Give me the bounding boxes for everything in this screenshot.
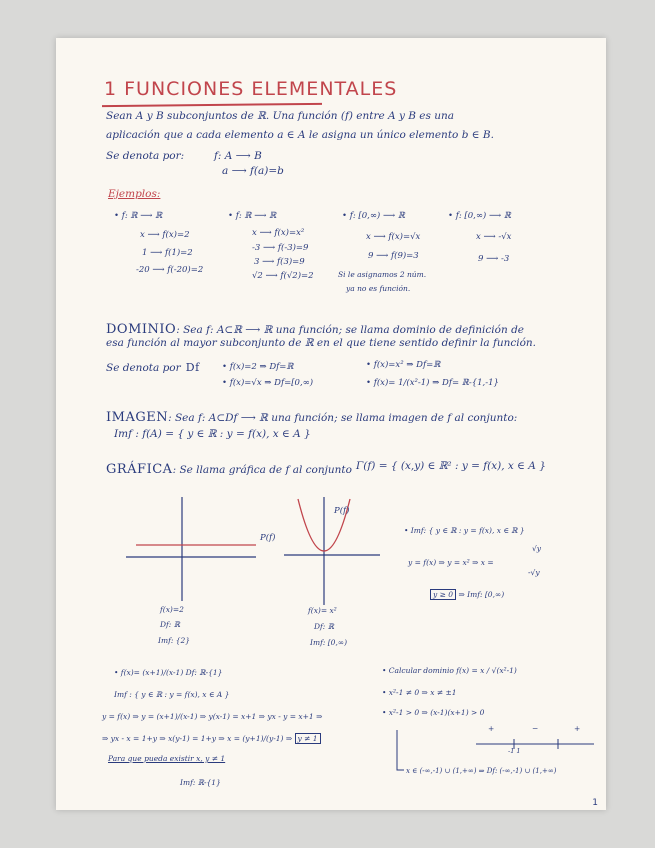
example-condition: Para que pueda existir x, y ≠ 1 (108, 754, 226, 763)
graph2-caption-3: Imf: [0,∞) (310, 638, 348, 647)
result-arrow (394, 728, 406, 778)
graph1-label: P(f) (260, 533, 276, 543)
ex1-line-1: • f: ℝ ⟶ ℝ (114, 211, 163, 221)
intro-line-3: Se denota por: (106, 150, 185, 162)
sign-middle: − (532, 724, 539, 733)
ex3-note-2: ya no es función. (346, 284, 411, 293)
grafica-line-1 (106, 458, 352, 477)
sign-right: + (574, 724, 581, 733)
imagen-heading: IMAGEN (106, 410, 169, 425)
side-root-positive: √y (532, 544, 542, 553)
examples-label: Ejemplos: (108, 188, 161, 200)
dominio-example-2: • f(x)=√x ⇒ Df=[0,∞) (222, 378, 314, 388)
dominio-line-3 (106, 356, 200, 375)
dominio-line-2: esa función al mayor subconjunto de ℝ en el que tiene sentido definir la función. (106, 337, 537, 349)
graph2-label: P(f) (334, 506, 350, 516)
constant-function-graph (126, 493, 266, 603)
dominio-line-1 (106, 318, 524, 337)
notation-2: a ⟶ f(a)=b (222, 165, 284, 177)
graph1-caption-1: f(x)=2 (160, 605, 184, 614)
example-function: • f(x)= (x+1)/(x-1) Df: ℝ-{1} (114, 668, 223, 677)
title-underline (102, 103, 322, 107)
ex3-line-3: 9 ⟶ f(9)=3 (368, 251, 419, 261)
ex2-line-5: √2 ⟶ f(√2)=2 (252, 271, 314, 281)
imagen-definition: Imf : f(A) = { y ∈ ℝ : y = f(x), x ∈ A } (114, 428, 311, 440)
ex2-line-3: -3 ⟶ f(-3)=9 (252, 243, 309, 253)
df-symbol: Df (185, 361, 200, 374)
domain-step-1: • x²-1 ≠ 0 ⇒ x ≠ ±1 (382, 688, 457, 697)
sign-ticks: -1 1 (508, 747, 521, 755)
graph1-caption-2: Df: ℝ (160, 620, 180, 629)
example-step-2 (102, 734, 321, 744)
graph2-caption-2: Df: ℝ (314, 622, 334, 631)
side-note-3 (430, 590, 504, 600)
sign-left: + (488, 724, 495, 733)
grafica-heading: GRÁFICA (106, 462, 173, 477)
dominio-example-4: • f(x)= 1/(x²-1) ⇒ Df= ℝ-{1,-1} (366, 378, 499, 388)
ex3-line-2: x ⟶ f(x)=√x (366, 232, 421, 242)
y-nonnegative-box: y ≥ 0 (430, 589, 456, 600)
dominio-example-3: • f(x)=x² ⇒ Df=ℝ (366, 360, 441, 370)
side-image-result: ⇒ Imf: [0,∞) (458, 590, 505, 599)
dominio-example-1: • f(x)=2 ⇒ Df=ℝ (222, 362, 294, 372)
intro-line-1: Sean A y B subconjuntos de ℝ. Una función (f) entre A y B es una (106, 110, 455, 122)
example-step-2-text: ⇒ yx - x = 1+y ⇒ x(y-1) = 1+y ⇒ x = (y+1)/(y-1) ⇒ (102, 734, 293, 743)
example-step-1: y = f(x) ⇒ y = (x+1)/(x-1) ⇒ y(x-1) = x+1 ⇒ yx - y = x+1 ⇒ (102, 712, 323, 721)
ex2-line-4: 3 ⟶ f(3)=9 (254, 257, 305, 267)
dominio-text-3: Se denota por (106, 362, 181, 374)
dominio-heading: DOMINIO (106, 322, 177, 337)
ex2-line-1: • f: ℝ ⟶ ℝ (228, 211, 277, 221)
ex3-line-1: • f: [0,∞) ⟶ ℝ (342, 211, 405, 221)
graph2-caption-1: f(x)= x² (308, 606, 337, 615)
side-note-2: y = f(x) ⇒ y = x² ⇒ x = (408, 558, 494, 567)
notation-1: f: A ⟶ B (214, 150, 262, 162)
intro-line-2: aplicación que a cada elemento a ∈ A le asigna un único elemento b ∈ B. (106, 129, 494, 141)
graph1-caption-3: Imf: {2} (158, 636, 191, 645)
ex2-line-2: x ⟶ f(x)=x² (252, 228, 305, 238)
dominio-text-1: : Sea f: A⊂ℝ ⟶ ℝ una función; se llama dominio de definición de (176, 324, 525, 336)
page-title: 1 FUNCIONES ELEMENTALES (104, 78, 398, 100)
domain-result: x ∈ (-∞,-1) ∪ (1,+∞) ⇒ Df: (-∞,-1) ∪ (1,+∞) (406, 767, 557, 775)
side-root-negative: -√y (528, 568, 540, 577)
ex1-line-4: -20 ⟶ f(-20)=2 (136, 265, 204, 275)
example-image-def: Imf : { y ∈ ℝ : y = f(x), x ∈ A } (114, 690, 230, 699)
ex1-line-3: 1 ⟶ f(1)=2 (142, 248, 193, 258)
example-image-result: Imf: ℝ-{1} (180, 778, 221, 787)
ex4-line-2: x ⟶ -√x (476, 232, 512, 242)
grafica-text-1: : Se llama gráfica de f al conjunto (172, 464, 352, 476)
y-not-one-box: y ≠ 1 (295, 733, 321, 744)
domain-exercise: • Calcular dominio f(x) = x / √(x²-1) (382, 666, 517, 675)
imagen-text-1: : Sea f: A⊂Df ⟶ ℝ una función; se llama imagen de f al conjunto: (168, 412, 518, 424)
imagen-line-1 (106, 406, 517, 425)
page-number: 1 (592, 798, 598, 808)
side-note-1: • Imf: { y ∈ ℝ : y = f(x), x ∈ ℝ } (404, 526, 525, 535)
ex1-line-2: x ⟶ f(x)=2 (140, 230, 190, 240)
grafica-definition: Γ(f) = { (x,y) ∈ ℝ² : y = f(x), x ∈ A } (356, 460, 546, 472)
ex4-line-3: 9 ⟶ -3 (478, 254, 510, 264)
ex3-note-1: Si le asignamos 2 núm. (338, 270, 427, 279)
notebook-page (56, 38, 606, 810)
ex4-line-1: • f: [0,∞) ⟶ ℝ (448, 211, 511, 221)
domain-step-2: • x²-1 > 0 ⇒ (x-1)(x+1) > 0 (382, 708, 485, 717)
